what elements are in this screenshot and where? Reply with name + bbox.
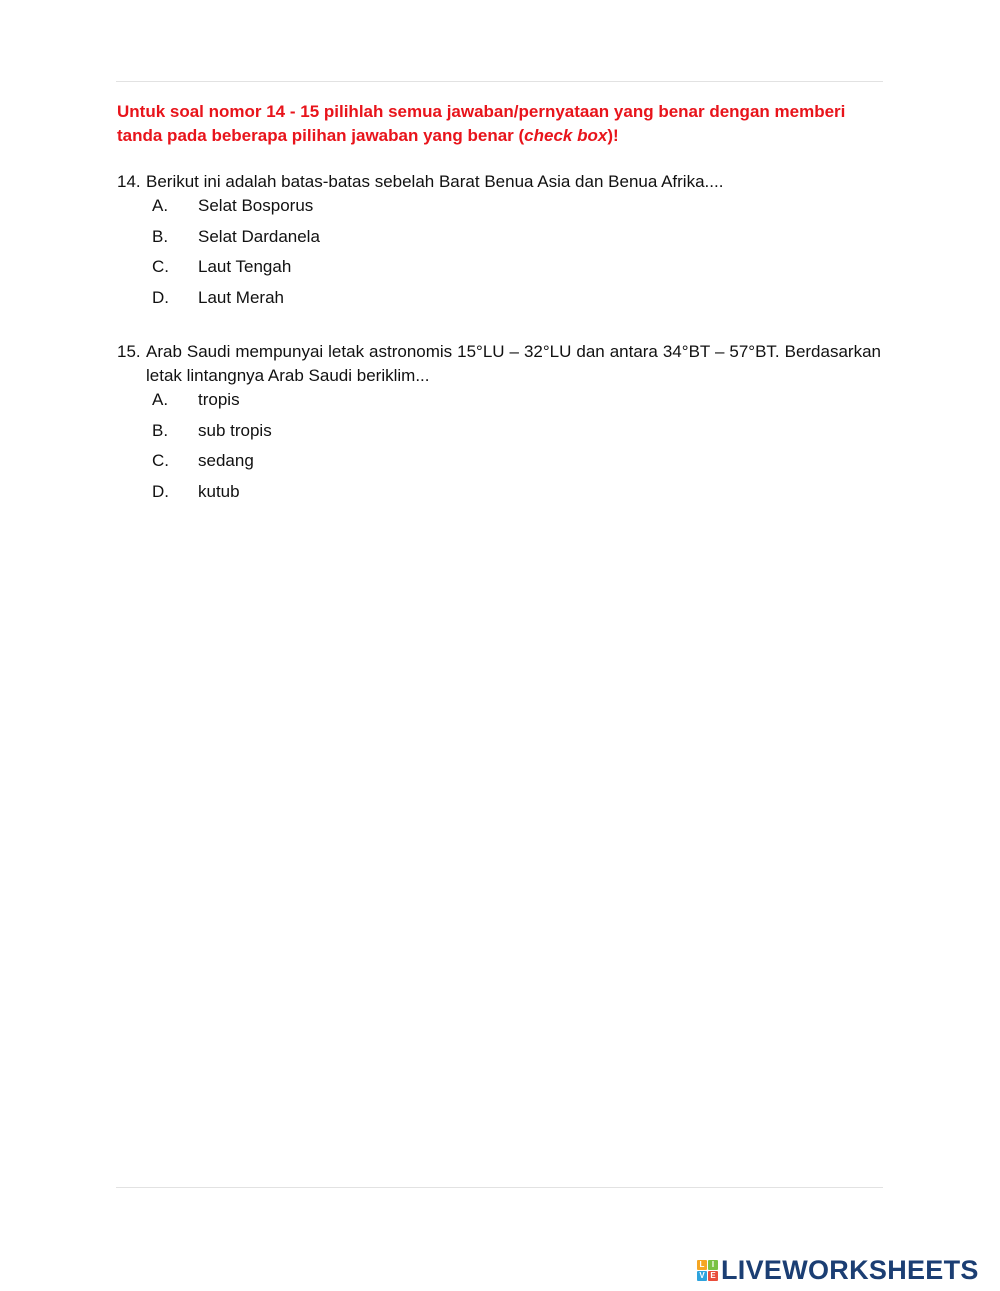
logo-tile-i: I <box>708 1260 718 1270</box>
question-text: Berikut ini adalah batas-batas sebelah Barat Benua Asia dan Benua Afrika.... <box>146 172 724 191</box>
question-number: 15. <box>117 342 141 361</box>
option-letter: A. <box>152 390 169 409</box>
option-text: Laut Merah <box>198 288 284 308</box>
question-15 <box>117 340 881 511</box>
option-letter: D. <box>152 482 169 502</box>
option-text: Selat Dardanela <box>198 226 320 246</box>
option-item[interactable] <box>117 255 881 286</box>
option-item[interactable] <box>117 225 881 256</box>
option-item[interactable] <box>117 388 881 419</box>
option-item[interactable] <box>117 449 881 480</box>
options-list <box>117 388 881 511</box>
logo-tile-v: V <box>697 1271 707 1281</box>
option-text: Selat Bosporus <box>198 196 314 215</box>
option-letter: A. <box>152 196 169 215</box>
option-text: sub tropis <box>198 420 272 440</box>
option-item[interactable] <box>117 480 881 511</box>
logo-tile-l: L <box>697 1260 707 1270</box>
liveworksheets-wordmark: LIVEWORKSHEETS <box>721 1254 979 1285</box>
option-letter: B. <box>152 226 169 246</box>
option-item[interactable] <box>117 194 881 225</box>
liveworksheets-logo <box>697 1255 979 1285</box>
option-letter: B. <box>152 420 169 440</box>
option-text: Laut Tengah <box>198 257 292 277</box>
option-letter: C. <box>152 257 169 277</box>
option-letter: D. <box>152 288 169 308</box>
liveworksheets-logo-icon <box>697 1260 718 1281</box>
top-divider <box>116 81 883 82</box>
question-14 <box>117 170 881 317</box>
option-text: tropis <box>198 390 240 409</box>
option-item[interactable] <box>117 286 881 317</box>
question-number: 14. <box>117 172 141 191</box>
bottom-divider <box>116 1187 883 1188</box>
option-text: kutub <box>198 482 240 502</box>
option-text: sedang <box>198 451 254 471</box>
instruction-text: Untuk soal nomor 14 - 15 pilihlah semua jawaban/pernyataan yang benar dengan memberi tanda pada beberapa pilihan jawaban yang benar (check box)! <box>117 102 846 145</box>
instruction-italic: check box <box>524 126 608 145</box>
options-list <box>117 194 881 317</box>
question-text: Arab Saudi mempunyai letak astronomis 15°LU – 32°LU dan antara 34°BT – 57°BT. Berdasarkan letak lintangnya Arab Saudi beriklim... <box>146 342 881 385</box>
logo-tile-e: E <box>708 1271 718 1281</box>
option-letter: C. <box>152 451 169 471</box>
option-item[interactable] <box>117 419 881 450</box>
